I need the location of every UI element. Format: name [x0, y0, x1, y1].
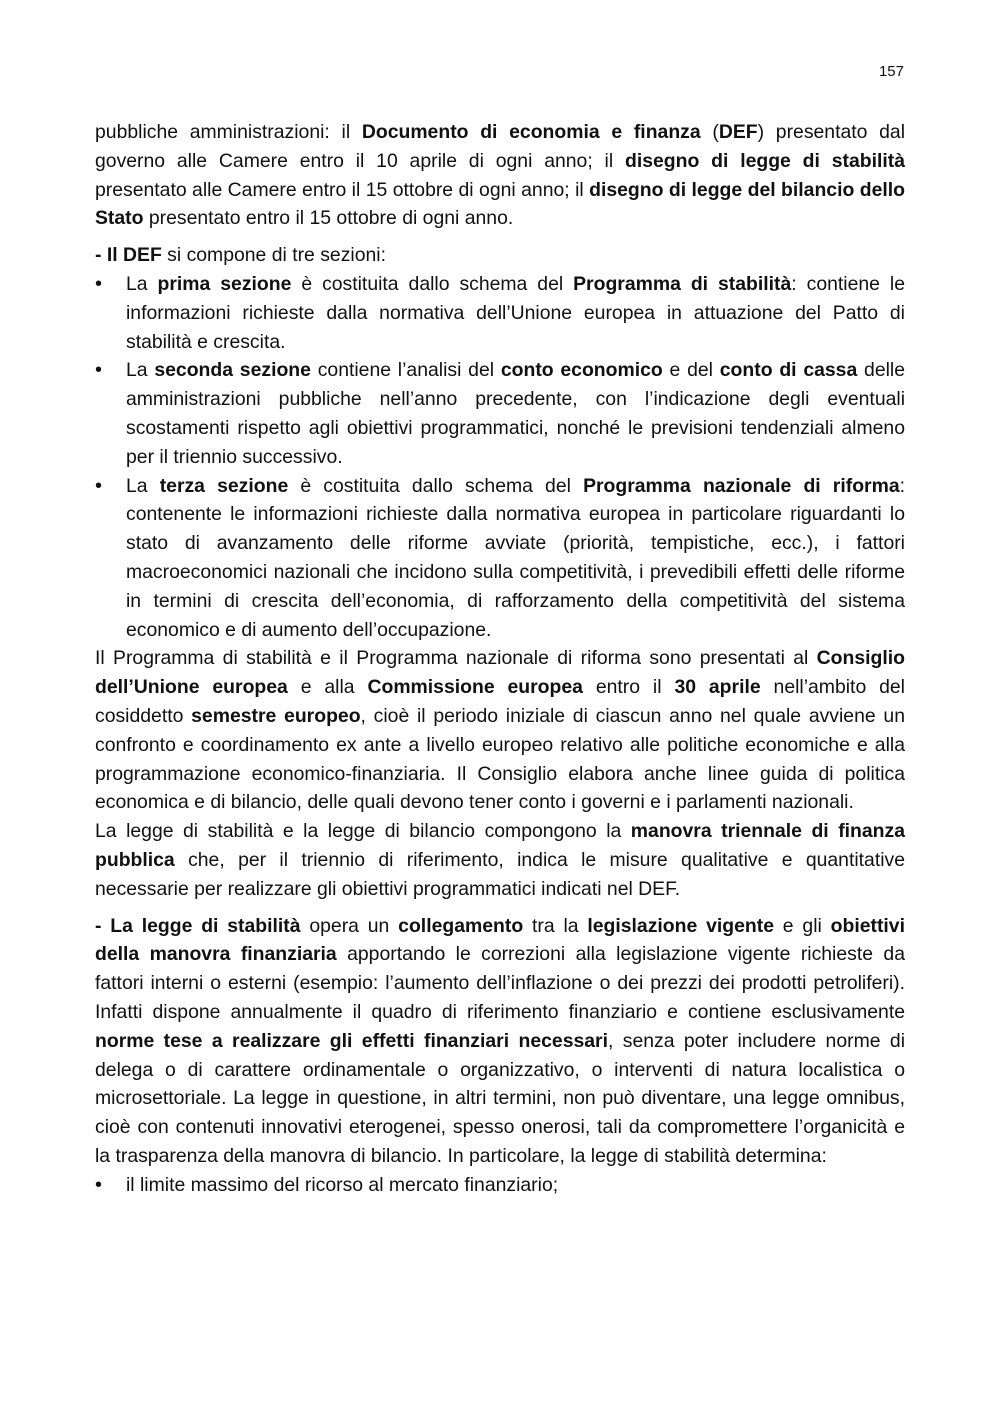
text-run: è costituita dallo schema del	[288, 474, 584, 497]
bold-text: Commissione europea	[367, 676, 583, 699]
bold-text: Consiglio dell’Unione europea	[95, 647, 905, 699]
text-run: apportando le correzioni alla legislazione vigente richieste da fattori interni o esterni (esempio: l’aumento dell’inflazione o dei prezzi dei prodotti petroliferi). Infatti dispone annualmente il quadro di riferimento finanziario e contiene esclusivamente	[95, 943, 905, 1023]
bullet-list	[95, 270, 905, 644]
paragraph	[95, 817, 905, 903]
bold-text: Programma di stabilità	[573, 272, 792, 295]
bold-text: disegno di legge di stabilità	[624, 149, 905, 172]
bold-text: - Il DEF	[95, 244, 162, 267]
text-run: che, per il triennio di riferimento, indica le misure qualitative e quantitative necessarie per realizzare gli obiettivi programmatici indicati nel DEF.	[95, 848, 905, 900]
bold-text: collegamento	[398, 914, 524, 937]
text-run: è costituita dallo schema del	[291, 272, 574, 295]
paragraph	[95, 241, 905, 270]
bold-text: conto di cassa	[719, 359, 858, 382]
text-run: La	[126, 359, 155, 382]
list-item	[95, 1171, 905, 1200]
text-run: presentato alle Camere entro il 15 ottobre di ogni anno; il	[95, 178, 590, 201]
bold-text: prima sezione	[157, 272, 292, 295]
document-body	[95, 118, 905, 1199]
bold-text: conto economico	[500, 359, 663, 382]
text-run: tra la	[523, 914, 588, 937]
text-run: opera un	[300, 914, 399, 937]
text-run: entro il	[582, 676, 675, 699]
text-run: Il Programma di stabilità e il Programma nazionale di riforma sono presentati al	[95, 647, 817, 670]
text-run: il limite massimo del ricorso al mercato finanziario;	[126, 1173, 559, 1196]
text-run: : contiene le informazioni richieste dalla normativa dell’Unione europea in attuazione del Patto di stabilità e crescita.	[126, 272, 905, 353]
bold-text: - La legge di stabilità	[95, 914, 301, 937]
text-run: e alla	[287, 676, 368, 699]
bold-text: DEF	[718, 121, 758, 143]
text-run: presentato entro il 15 ottobre di ogni anno.	[143, 207, 514, 230]
bold-text: semestre europeo	[191, 704, 361, 727]
page-number: 157	[878, 63, 904, 80]
text-run: si compone di tre sezioni:	[161, 244, 386, 267]
text-run: La	[126, 272, 158, 295]
bold-text: Documento di economia e finanza	[361, 121, 701, 143]
bold-text: terza sezione	[159, 474, 289, 497]
bold-text: obiettivi della manovra finanziaria	[95, 914, 905, 966]
bold-text: seconda sezione	[154, 359, 311, 382]
text-run: pubbliche amministrazioni: il	[95, 121, 362, 143]
text-run: La legge di stabilità e la legge di bilancio compongono la	[95, 820, 631, 843]
text-run: , senza poter includere norme di delega o di carattere ordinamentale o organizzativo, o interventi di natura localistica o microsettoriale. La legge in questione, in altri termini, non può diventare, una legge omnibus, cioè con contenuti innovativi eterogenei, spesso onerosi, tali da compromettere l’organicità e la trasparenza della manovra di bilancio. In particolare, la legge di stabilità determina:	[95, 1029, 905, 1167]
bold-text: manovra triennale di finanza pubblica	[95, 820, 905, 871]
text-run: e gli	[773, 914, 831, 937]
text-run: e del	[662, 359, 720, 382]
paragraph	[95, 644, 905, 817]
bold-text: 30 aprile	[674, 676, 761, 699]
text-run: delle amministrazioni pubbliche nell’anno precedente, con l’indicazione degli eventuali scostamenti rispetto agli obiettivi programmatici, nonché le previsioni tendenziali almeno per il triennio successivo.	[126, 359, 906, 468]
list-item	[95, 270, 905, 356]
list-item	[95, 472, 905, 645]
bold-text: norme tese a realizzare gli effetti finanziari necessari	[95, 1029, 608, 1052]
text-run: La	[126, 474, 160, 497]
bold-text: Programma nazionale di riforma	[583, 474, 900, 497]
text-run: , cioè il periodo iniziale di ciascun anno nel quale avviene un confronto e coordinamento ex ante a livello europeo relativo alle politiche economiche e alla programmazione economico-finanziaria. Il Consiglio elabora anche linee guida di politica economica e di bilancio, delle quali devono tener conto i governi e i parlamenti nazionali.	[95, 704, 905, 814]
text-run: : contenente le informazioni richieste dalla normativa europea in particolare riguardanti lo stato di avanzamento delle riforme avviate (priorità, tempistiche, ecc.), i fattori macroeconomici nazionali che incidono sulla competitività, i prevedibili effetti delle riforme in termini di crescita dell’economia, di rafforzamento della competitività del sistema economico e di aumento dell’occupazione.	[126, 474, 906, 641]
text-run: ) presentato dal governo alle Camere entro il 10 aprile di ogni anno; il	[95, 121, 906, 172]
list-item	[95, 356, 905, 471]
text-run: contiene l’analisi del	[310, 359, 501, 382]
bold-text: legislazione vigente	[587, 914, 774, 937]
text-run: (	[700, 121, 719, 143]
bullet-list	[95, 1171, 905, 1200]
paragraph	[95, 118, 905, 233]
text-run: nell’ambito del cosiddetto	[95, 676, 905, 727]
bold-text: disegno di legge del bilancio dello Stato	[95, 178, 905, 230]
paragraph	[95, 912, 905, 1171]
